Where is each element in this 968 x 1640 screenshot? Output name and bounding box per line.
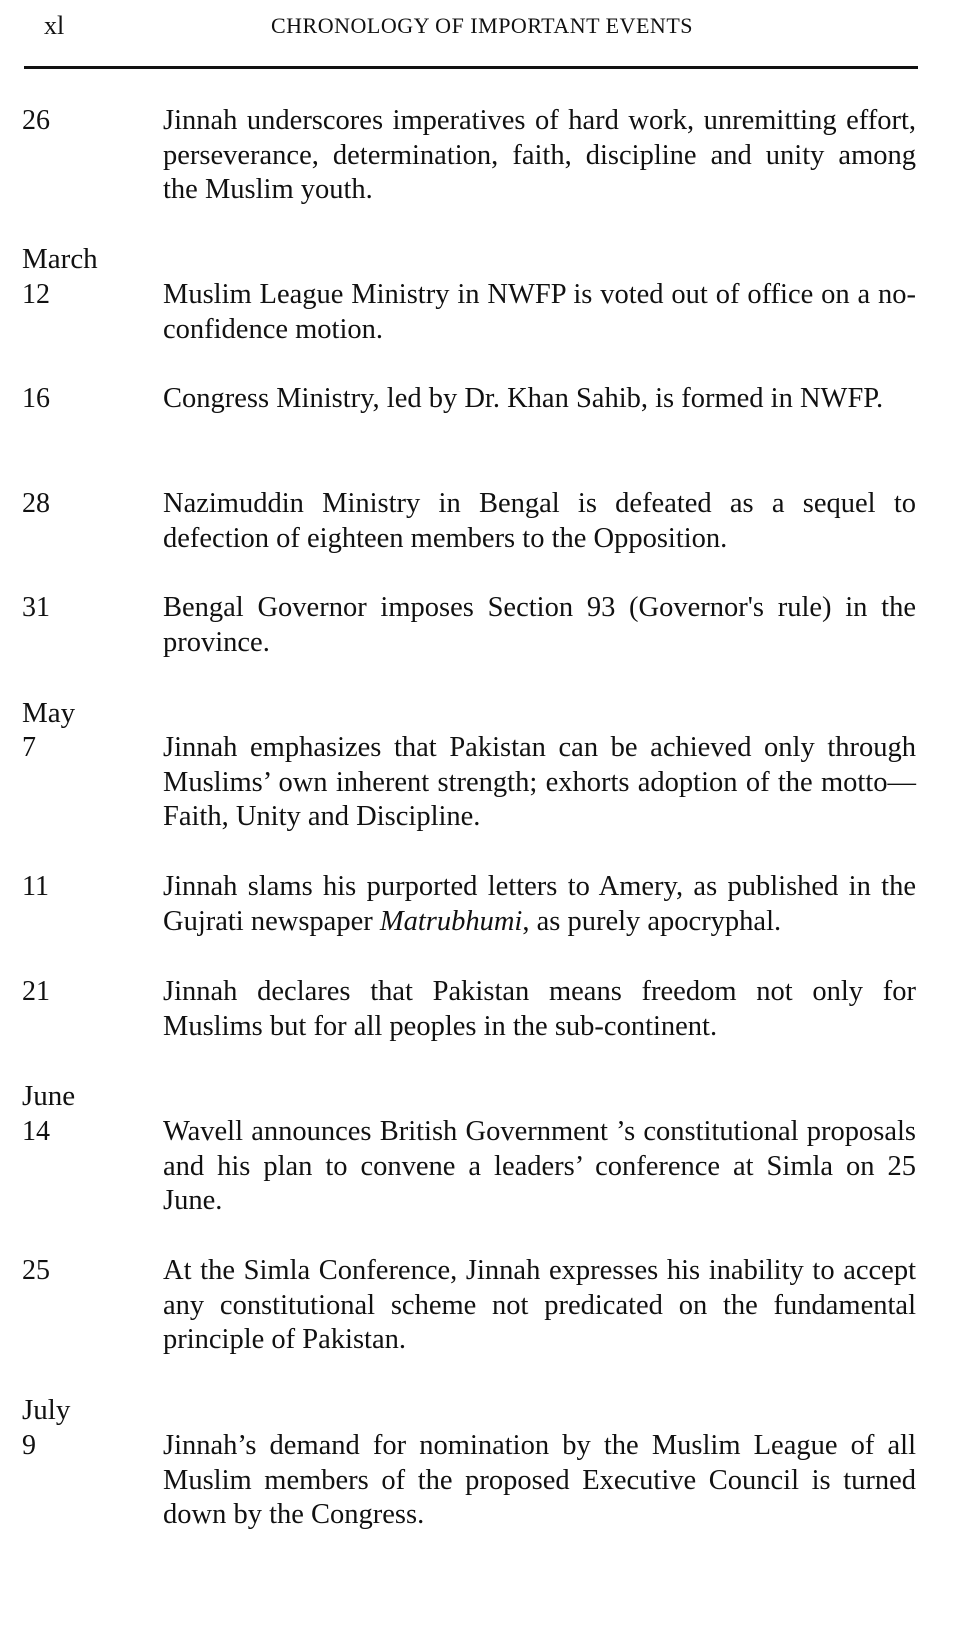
entry-text [163,870,916,939]
entry-text-part: Jinnah slams his purported letters to Amery, as published in the Gujrati newspaper [163,871,916,937]
entry-text: Jinnah underscores imperatives of hard work, unremitting effort, perseverance, determination, faith, discipline and unity among the Muslim youth. [163,105,916,205]
newspaper-title: Matrubhumi [379,905,523,937]
entry-text: At the Simla Conference, Jinnah expresses his inability to accept any constitutional scheme not predicated on the fundamental principle of Pakistan. [163,1255,916,1355]
running-header [44,8,920,44]
entry-day: 25 [22,1255,50,1286]
month-heading-march: March [22,243,98,275]
entry-day: 31 [22,592,50,623]
entry-text: Wavell announces British Government ’s constitutional proposals and his plan to convene a leaders’ conference at Simla on 25 June. [163,1116,916,1216]
entry-day: 7 [22,732,36,763]
entry-text: Muslim League Ministry in NWFP is voted out of office on a no-confidence motion. [163,279,916,345]
month-heading-july: July [22,1394,71,1426]
entry-text-part: , as purely apocryphal. [522,905,782,937]
month-heading-june: June [22,1080,76,1112]
entry-text: Jinnah’s demand for nomination by the Muslim League of all Muslim members of the proposed Executive Council is turned down by the Congress. [163,1430,916,1530]
entry-text: Jinnah emphasizes that Pakistan can be achieved only through Muslims’ own inherent strength; exhorts adoption of the motto—Faith, Unity and Discipline. [163,732,916,832]
entry-day: 12 [22,279,50,310]
entry-day: 11 [22,871,49,902]
entry-day: 16 [22,383,50,414]
entry-day: 9 [22,1430,36,1461]
entry-day: 14 [22,1116,50,1147]
entry-day: 21 [22,976,50,1007]
header-rule [24,66,918,69]
entry-day: 26 [22,105,50,136]
entry-day: 28 [22,488,50,519]
entry-text: Bengal Governor imposes Section 93 (Governor's rule) in the province. [163,592,916,658]
running-title: CHRONOLOGY OF IMPORTANT EVENTS [271,13,693,38]
entry-text: Jinnah declares that Pakistan means freedom not only for Muslims but for all peoples in the sub-continent. [163,976,916,1042]
month-heading-may: May [22,697,76,729]
entry-text: Congress Ministry, led by Dr. Khan Sahib, is formed in NWFP. [163,383,884,414]
page-number: xl [44,11,65,40]
entry-text: Nazimuddin Ministry in Bengal is defeated as a sequel to defection of eighteen members to the Opposition. [163,488,916,554]
